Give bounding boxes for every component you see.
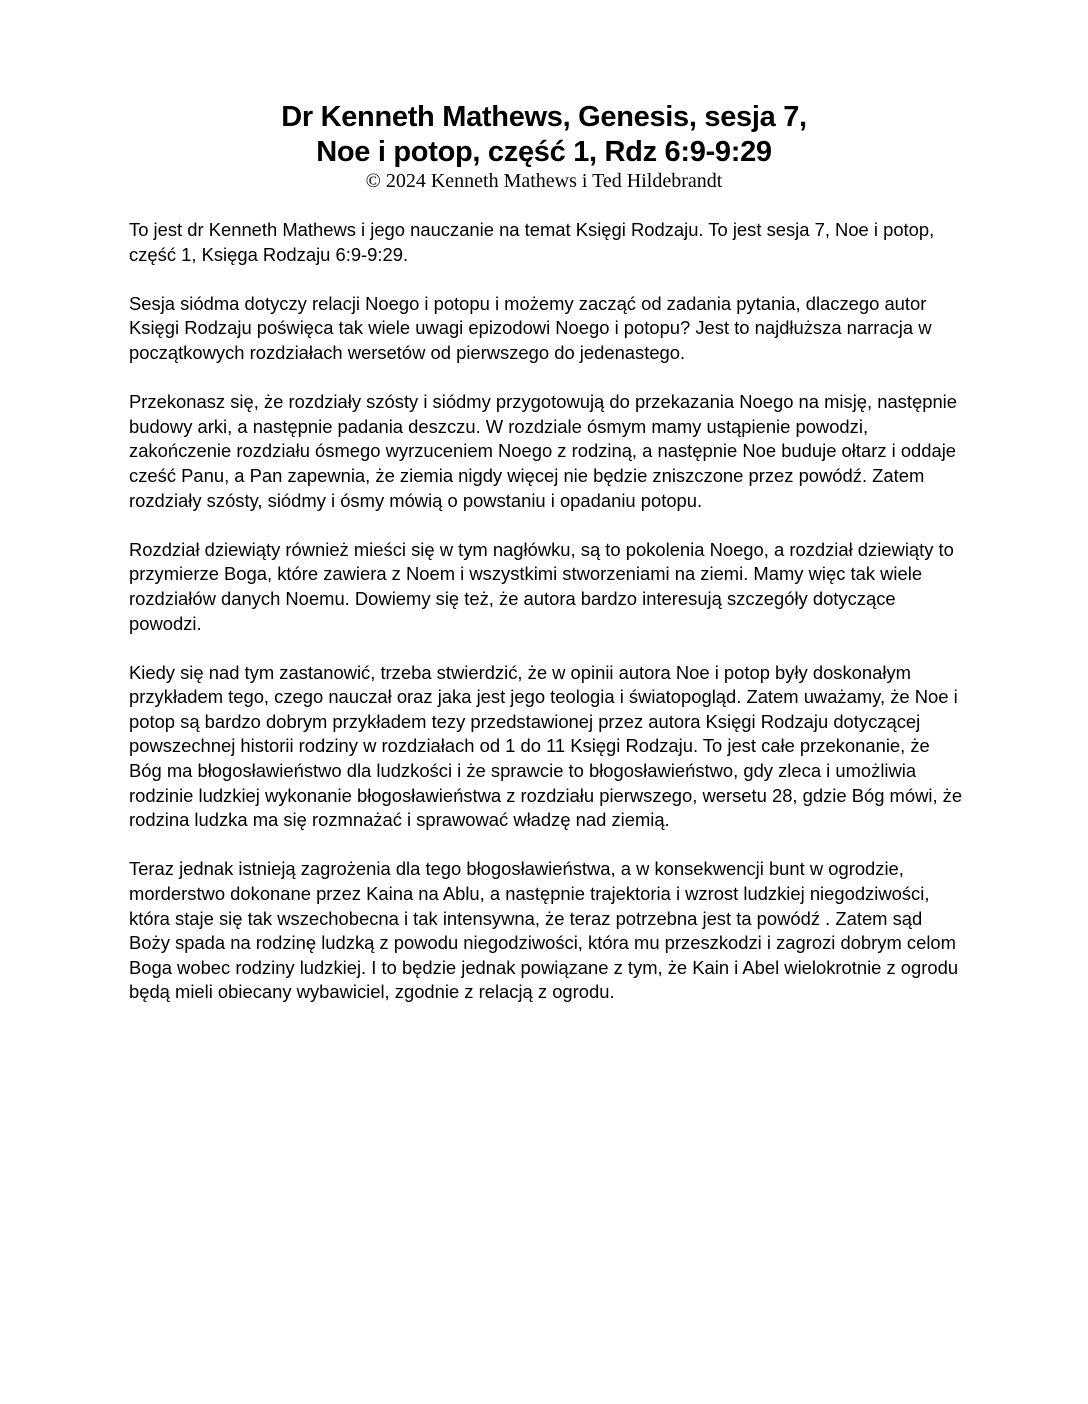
- page-title-line-2: Noe i potop, część 1, Rdz 6:9-9:29: [316, 136, 772, 168]
- paragraph-1: To jest dr Kenneth Mathews i jego nauczanie na temat Księgi Rodzaju. To jest sesja 7, Noe i potop, część 1, Księga Rodzaju 6:9-9:29.: [129, 219, 935, 265]
- page-title-line-1: Dr Kenneth Mathews, Genesis, sesja 7,: [281, 101, 807, 133]
- paragraph-3: Przekonasz się, że rozdziały szósty i siódmy przygotowują do przekazania Noego na misję, następnie budowy arki, a następnie padania deszczu. W rozdziale ósmym mamy ustąpienie powodzi, zakończenie rozdziału ósmego wyrzuceniem Noego z rodziną, a następnie Noe buduje ołtarz i oddaje cześć Panu, a Pan zapewnia, że ziemia nigdy więcej nie będzie zniszczone przez powódź. Zatem rozdziały szósty, siódmy i ósmy mówią o powstaniu i opadaniu potopu.: [129, 391, 957, 511]
- paragraph-2: Sesja siódma dotyczy relacji Noego i potopu i możemy zacząć od zadania pytania, dlaczego autor Księgi Rodzaju poświęca tak wiele uwagi epizodowi Noego i potopu? Jest to najdłuższa narracja w początkowych rozdziałach wersetów od pierwszego do jedenastego.: [129, 292, 932, 363]
- document-body: [129, 218, 964, 1030]
- copyright-notice: © 2024 Kenneth Mathews i Ted Hildebrandt: [365, 170, 723, 192]
- paragraph-6: Teraz jednak istnieją zagrożenia dla tego błogosławieństwa, a w konsekwencji bunt w ogrodzie, morderstwo dokonane przez Kaina na Ablu, a następnie trajektoria i wzrost ludzkiej niegodziwości, która staje się tak wszechobecna i tak intensywna, że teraz potrzebna jest ta powódź . Zatem sąd Boży spada na rodzinę ludzką z powodu niegodziwości, która mu przeszkodzi i zagrozi dobrym celom Boga wobec rodziny ludzkiej. I to będzie jednak powiązane z tym, że Kain i Abel wielokrotnie z ogrodu będą mieli obiecany wybawiciel, zgodnie z relacją z ogrodu.: [129, 858, 959, 1003]
- paragraph-5: Kiedy się nad tym zastanowić, trzeba stwierdzić, że w opinii autora Noe i potop były doskonałym przykładem tego, czego nauczał oraz jaka jest jego teologia i światopogląd. Zatem uważamy, że Noe i potop są bardzo dobrym przykładem tezy przedstawionej przez autora Księgi Rodzaju dotyczącej powszechnej historii rodziny w rozdziałach od 1 do 11 Księgi Rodzaju. To jest całe przekonanie, że Bóg ma błogosławieństwo dla ludzkości i że sprawcie to błogosławieństwo, gdy zleca i umożliwia rodzinie ludzkiej wykonanie błogosławieństwa z rozdziału pierwszego, wersetu 28, gdzie Bóg mówi, że rodzina ludzka ma się rozmnażać i sprawować władzę nad ziemią.: [129, 661, 963, 831]
- paragraph-4: Rozdział dziewiąty również mieści się w tym nagłówku, są to pokolenia Noego, a rozdział dziewiąty to przymierze Boga, które zawiera z Noem i wszystkimi stworzeniami na ziemi. Mamy więc tak wiele rozdziałów danych Noemu. Dowiemy się też, że autora bardzo interesują szczegóły dotyczące powodzi.: [129, 538, 954, 634]
